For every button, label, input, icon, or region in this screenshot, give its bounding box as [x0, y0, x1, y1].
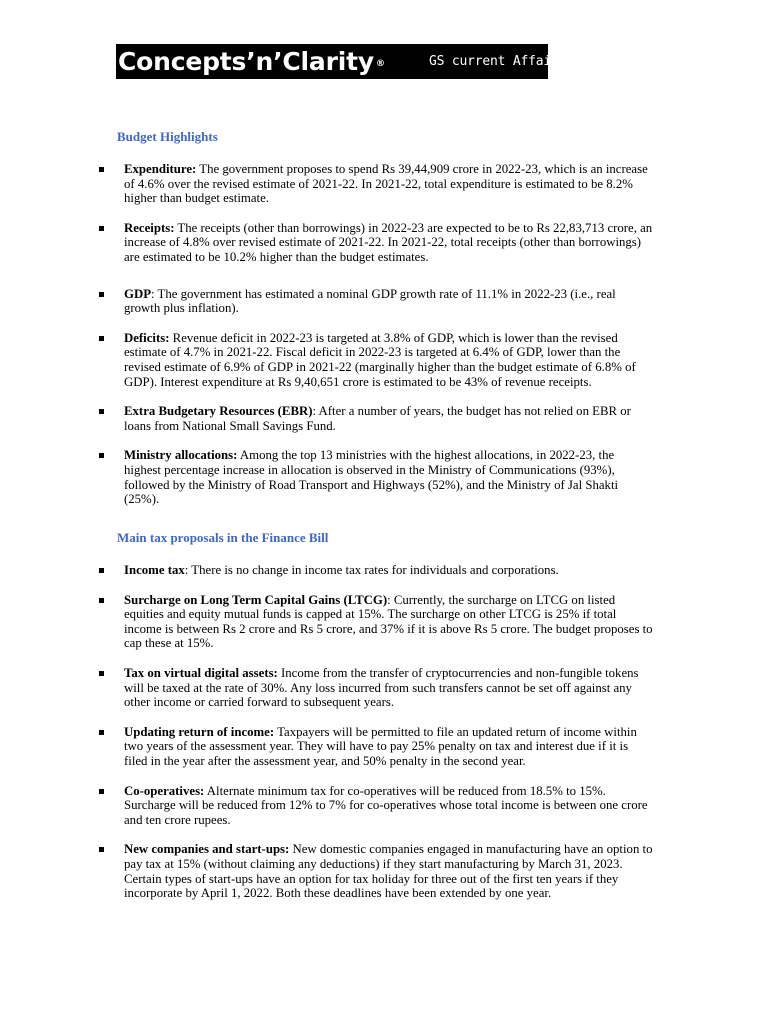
item-text: : There is no change in income tax rates for individuals and corporations. [184, 563, 559, 577]
item-label: Co-operatives: [124, 783, 205, 798]
registered-mark: ® [375, 58, 385, 69]
item-label: New companies and start-ups: [124, 842, 290, 857]
item-text: Among the top 13 ministries with the highest allocations, in 2022-23, the highest percentage increase in allocation is observed in the Ministry of Communications (93%), followed by the Ministry of Road Transport and Highways (52%), and the Ministry of Jal Shakti (25%). [124, 448, 619, 507]
item-text: : The government has estimated a nominal GDP growth rate of 11.1% in 2022-23 (i.e., real growth plus inflation). [124, 286, 616, 316]
budget-highlights-list [0, 162, 654, 522]
bullet-icon [99, 847, 104, 852]
item-text: New domestic companies engaged in manufacturing have an option to pay tax at 15% (without claiming any deductions) if they start manufacturing by March 31, 2023. Certain types of start-ups have an option for tax holiday for three out of the first ten years if they incorporate by April 1, 2022. Both these deadlines have been extended by one year. [124, 842, 653, 901]
item-label: Ministry allocations: [124, 448, 238, 463]
list-item-gdp [0, 287, 654, 316]
bullet-icon [99, 409, 104, 414]
bullet-icon [99, 671, 104, 676]
bullet-icon [99, 336, 104, 341]
item-label: Surcharge on Long Term Capital Gains (LTCG) [124, 592, 388, 607]
item-label: Receipts: [124, 220, 175, 235]
list-item-receipts [0, 221, 654, 265]
list-item-virtual-digital-assets [0, 666, 654, 710]
item-label: Tax on virtual digital assets: [124, 665, 278, 680]
list-item-ministry-allocations [0, 448, 654, 506]
item-text: : After a number of years, the budget has not relied on EBR or loans from National Small Savings Fund. [124, 404, 631, 433]
list-item-ebr [0, 404, 654, 433]
item-text: The government proposes to spend Rs 39,44,909 crore in 2022-23, which is an increase of 4.6% over the revised estimate of 2021-22. In 2021-22, total expenditure is estimated to be 8.2% higher than budget estimate. [124, 162, 648, 206]
section-heading-tax-proposals: Main tax proposals in the Finance Bill [117, 530, 329, 545]
item-label: Updating return of income: [124, 724, 275, 739]
item-text: The receipts (other than borrowings) in 2022-23 are expected to be to Rs 22,83,713 crore, an increase of 4.8% over revised estimate of 2021-22. In 2021-22, total receipts (other than borrowings) are estimated to be 10.2% higher than the budget estimates. [124, 220, 653, 264]
list-item-co-operatives [0, 784, 654, 828]
header-banner [116, 44, 567, 79]
bullet-icon [99, 568, 104, 573]
list-item-new-companies [0, 842, 654, 900]
bullet-icon [99, 292, 104, 297]
list-item-updating-return [0, 725, 654, 769]
item-label: GDP [124, 286, 152, 301]
bullet-icon [99, 453, 104, 458]
list-item-expenditure [0, 162, 654, 206]
bullet-icon [99, 167, 104, 172]
bullet-icon [99, 730, 104, 735]
item-label: Deficits: [124, 330, 170, 345]
item-text: Alternate minimum tax for co-operatives will be reduced from 18.5% to 15%. Surcharge will be reduced from 12% to 7% for co-operatives whose total income is between one crore and ten crore rupees. [124, 783, 648, 827]
list-item-income-tax [0, 563, 654, 578]
item-label: Income tax [124, 563, 185, 577]
tax-proposals-list [0, 563, 654, 916]
list-item-ltcg-surcharge [0, 593, 654, 651]
section-heading-budget-highlights: Budget Highlights [117, 129, 218, 144]
item-text: : Currently, the surcharge on LTCG on listed equities and equity mutual funds is capped at 15%. The surcharge on other LTCG is 25% if total income is between Rs 2 crore and Rs 5 crore, and 37% if it is above Rs 5 crore. The budget proposes to cap these at 15%. [124, 592, 653, 651]
list-item-deficits [0, 331, 654, 389]
item-label: Extra Budgetary Resources (EBR) [124, 404, 313, 419]
bullet-icon [99, 226, 104, 231]
item-text: Income from the transfer of cryptocurrencies and non-fungible tokens will be taxed at the rate of 30%. Any loss incurred from such transfers cannot be set off against any other income or carried forward to subsequent years. [124, 665, 639, 710]
bullet-icon [99, 598, 104, 603]
item-text: Revenue deficit in 2022-23 is targeted at 3.8% of GDP, which is lower than the revised estimate of 4.7% in 2021-22. Fiscal deficit in 2022-23 is targeted at 6.4% of GDP, lower than the revised estimate of 6.9% of GDP in 2021-22 (marginally higher than the budget estimate of 6.8% of GDP). Interest expenditure at Rs 9,40,651 crore is estimated to be 43% of revenue receipts. [124, 330, 636, 389]
header-tagline: GS current Affairs [428, 54, 567, 69]
brand-name: Concepts’n’Clarity [118, 47, 374, 76]
bullet-icon [99, 789, 104, 794]
item-text: Taxpayers will be permitted to file an updated return of income within two years of the assessment year. They will have to pay 25% penalty on tax and interest due if it is filed in the year after the assessment year, and 50% penalty in the second year. [124, 724, 637, 768]
item-label: Expenditure: [124, 162, 197, 176]
